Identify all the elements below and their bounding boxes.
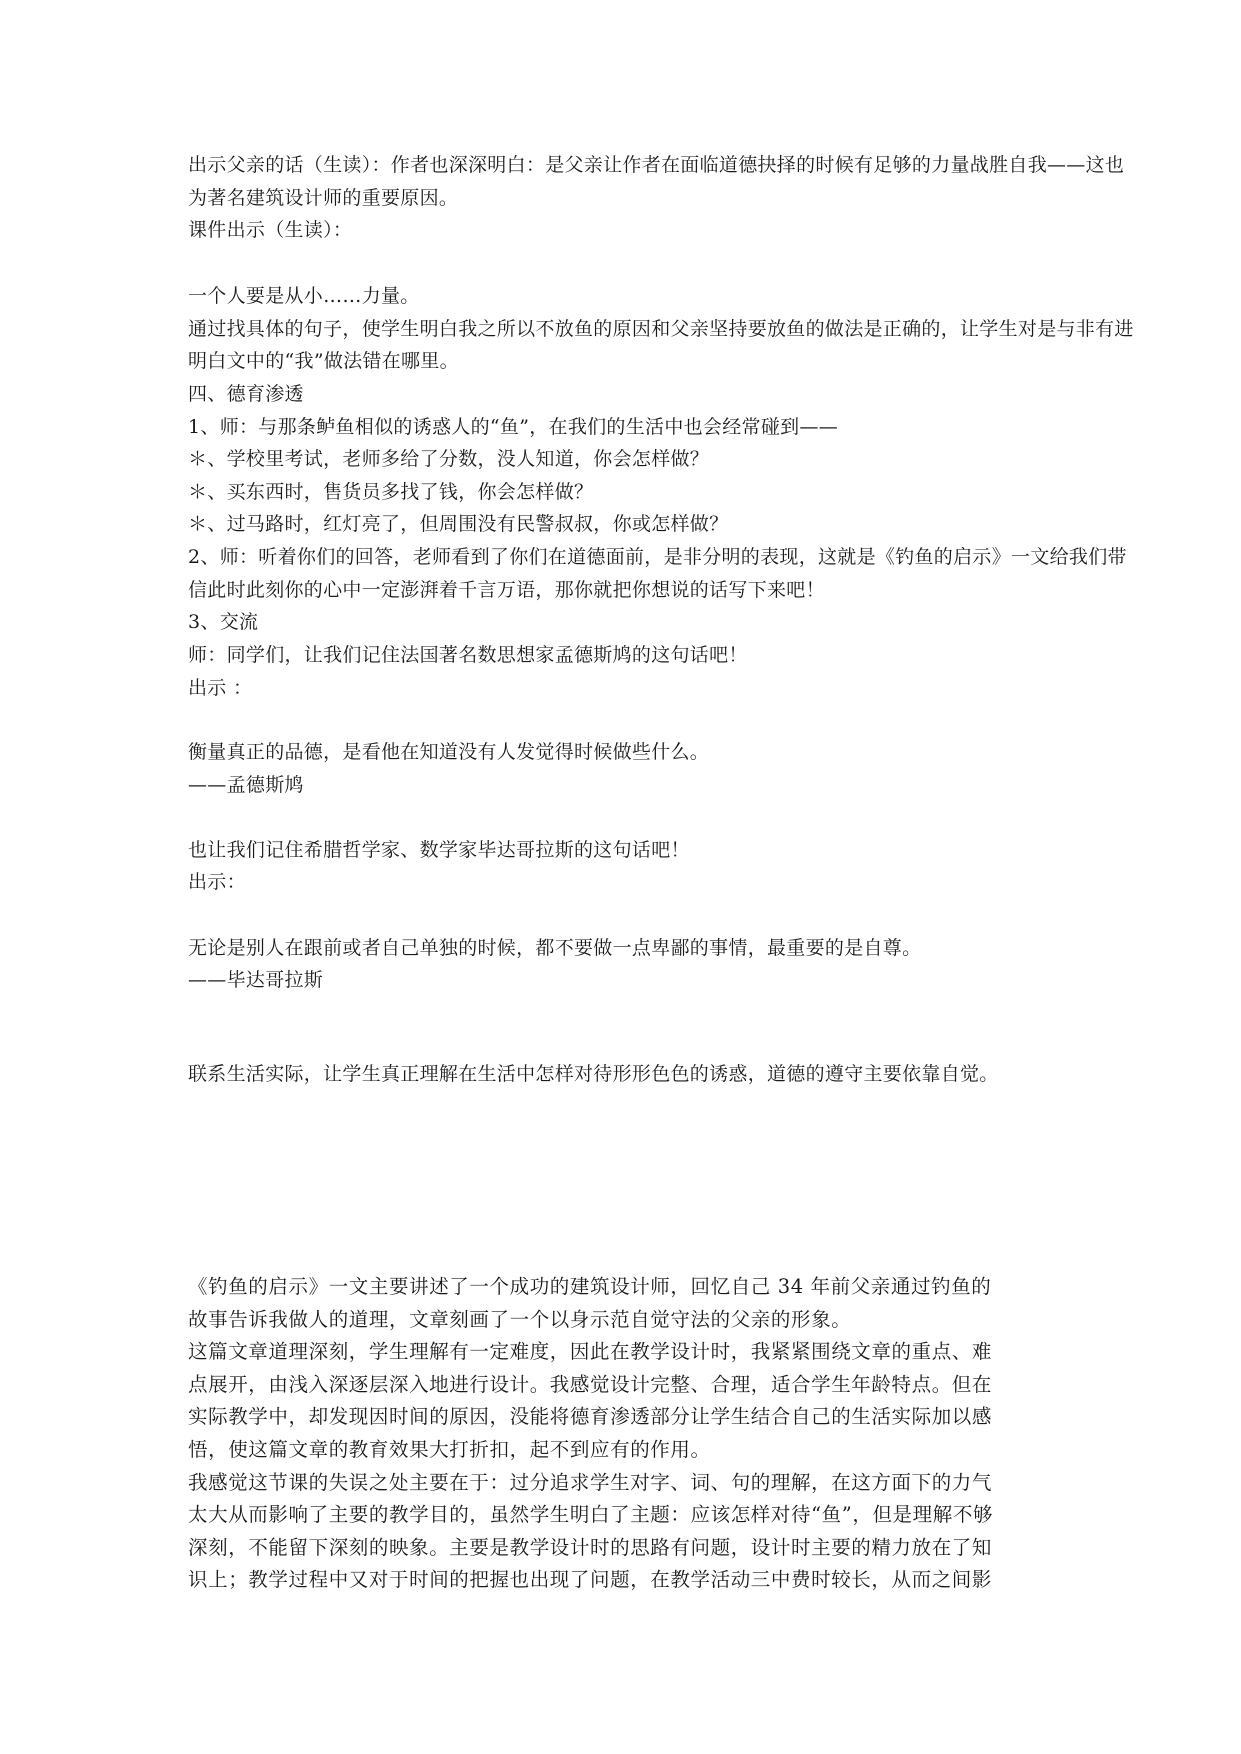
text-line: 故事告诉我做人的道理，文章刻画了一个以身示范自觉守法的父亲的形象。 [188, 1308, 852, 1331]
text-line: 《钓鱼的启示》一文主要讲述了一个成功的建筑设计师，回忆自己 34 年前父亲通过钓鱼的 [188, 1275, 992, 1298]
quote-attribution: ——孟德斯鸠 [188, 774, 304, 796]
text-line: 悟，使这篇文章的教育效果大打折扣，起不到应有的作用。 [188, 1438, 711, 1461]
text-line: 为著名建筑设计师的重要原因。 [188, 187, 459, 209]
text-line: 通过找具体的句子，使学生明白我之所以不放鱼的原因和父亲坚持要放鱼的做法是正确的，让学生对是与非有进 [188, 318, 1134, 340]
text-line: 2、师：听着你们的回答，老师看到了你们在道德面前，是非分明的表现，这就是《钓鱼的启示》一文给我们带 [188, 546, 1127, 568]
quote-attribution: ——毕达哥拉斯 [188, 969, 324, 991]
list-item: ＊、过马路时，红灯亮了，但周围没有民警叔叔，你或怎样做？ [188, 513, 729, 535]
text-line: 出示 ： [188, 677, 253, 699]
text-line: 信此时此刻你的心中一定澎湃着千言万语，那你就把你想说的话写下来吧！ [188, 579, 825, 601]
text-line: 师：同学们，让我们记住法国著名数思想家孟德斯鸠的这句话吧！ [188, 644, 748, 666]
text-line: 这篇文章道理深刻，学生理解有一定难度，因此在教学设计时，我紧紧围绕文章的重点、难 [188, 1340, 993, 1363]
text-line: 课件出示（生读）： [188, 219, 353, 241]
text-line: 太大从而影响了主要的教学目的，虽然学生明白了主题：应该怎样对待“鱼”，但是理解不够 [188, 1503, 994, 1526]
text-line: 我感觉这节课的失误之处主要在于：过分追求学生对字、词、句的理解，在这方面下的力气 [188, 1471, 993, 1494]
quote-text: 衡量真正的品德，是看他在知道没有人发觉得时候做些什么。 [188, 741, 710, 763]
text-line: 一个人要是从小……力量。 [188, 285, 420, 307]
text-line: 识上；教学过程中又对于时间的把握也出现了问题，在教学活动三中费时较长，从而之间影 [188, 1568, 993, 1591]
quote-text: 无论是别人在跟前或者自己单独的时候，都不要做一点卑鄙的事情，最重要的是自尊。 [188, 937, 922, 959]
text-line: 3、交流 [188, 611, 259, 633]
text-line: 实际教学中，却发现因时间的原因，没能将德育渗透部分让学生结合自己的生活实际加以感 [188, 1405, 993, 1428]
text-line: 出示父亲的话（生读）：作者也深深明白：是父亲让作者在面临道德抉择的时候有足够的力量战胜自我——这也 [188, 154, 1125, 176]
list-item: ＊、买东西时，售货员多找了钱，你会怎样做？ [188, 481, 594, 503]
text-line: 明白文中的“我”做法错在哪里。 [188, 350, 459, 372]
text-line: 出示： [188, 871, 246, 893]
list-item: ＊、学校里考试，老师多给了分数，没人知道，你会怎样做？ [188, 448, 710, 470]
text-line: 联系生活实际，让学生真正理解在生活中怎样对待形形色色的诱惑，道德的遵守主要依靠自觉。 [188, 1063, 999, 1085]
text-line: 深刻，不能留下深刻的映象。主要是教学设计时的思路有问题，设计时主要的精力放在了知 [188, 1536, 993, 1559]
text-line: 点展开，由浅入深逐层深入地进行设计。我感觉设计完整、合理，适合学生年龄特点。但在 [188, 1373, 993, 1396]
text-line: 也让我们记住希腊哲学家、数学家毕达哥拉斯的这句话吧！ [188, 839, 690, 861]
section-heading: 四、德育渗透 [188, 383, 304, 405]
text-line: 1、师：与那条鲈鱼相似的诱惑人的“鱼”，在我们的生活中也会经常碰到—— [188, 416, 839, 438]
